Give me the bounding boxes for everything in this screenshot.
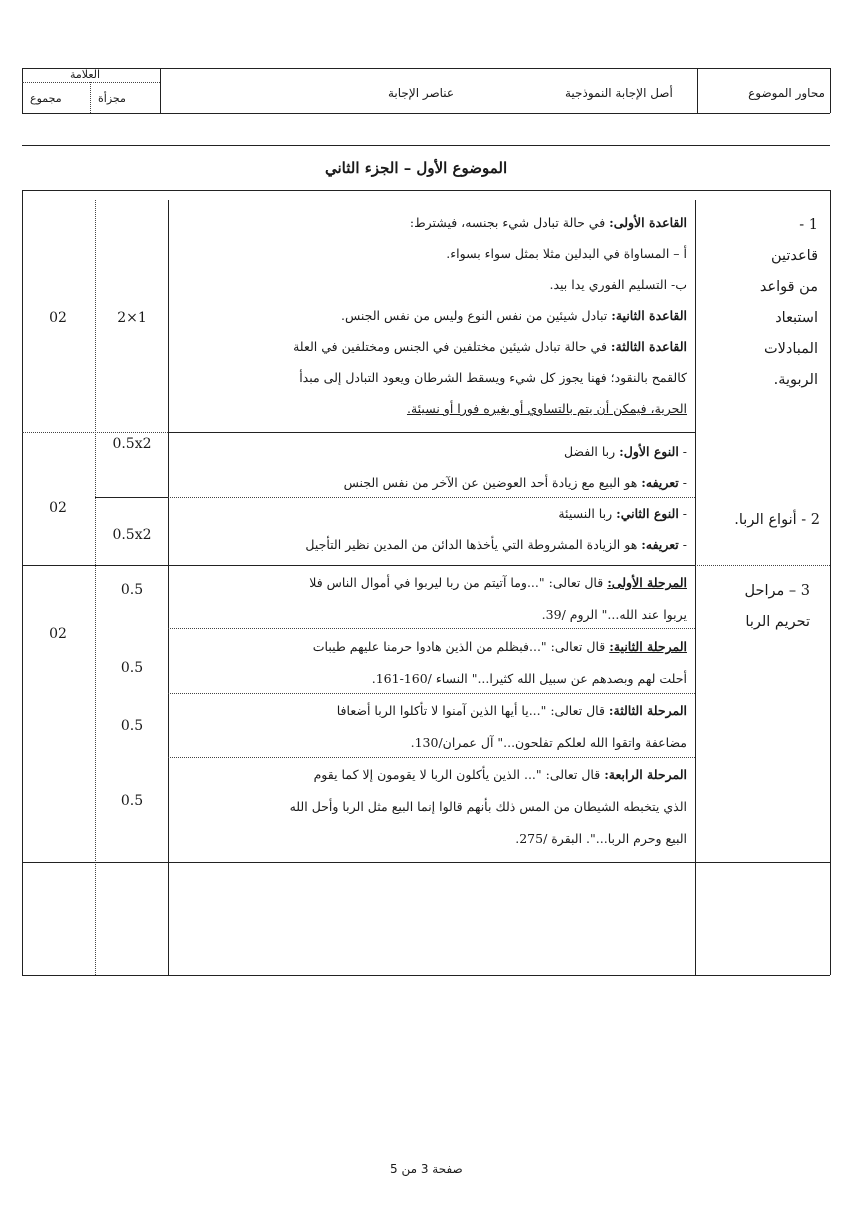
header-answer-elements: عناصر الإجابة xyxy=(388,86,455,100)
q2-line-4: - تعريفه: هو الزيادة المشروطة التي يأخذها الدائن من المدين نظير التأجيل xyxy=(305,537,687,552)
q2-partial-mark-a: 0.5x2 xyxy=(112,436,152,452)
q1-total-mark: 02 xyxy=(49,310,67,326)
header-model-answer: أصل الإجابة النموذجية xyxy=(565,86,673,100)
q2-total-mark: 02 xyxy=(49,500,67,516)
q3-line-3: المرحلة الثانية: قال تعالى: "...فبظلم من الذين هادوا حرمنا عليهم طيبات xyxy=(312,639,687,654)
q1-line-2: أ – المساواة في البدلين مثلا بمثل سواء بسواء. xyxy=(446,246,687,261)
q3-line-5: المرحلة الثالثة: قال تعالى: "...يا أيها الذين آمنوا لا تأكلوا الربا أضعافا xyxy=(336,703,687,718)
page-number: صفحة 3 من 5 xyxy=(390,1162,463,1176)
q1-line-1: القاعدة الأولى: في حالة تبادل شيء بجنسه، فيشترط: xyxy=(409,215,687,230)
q3-line-7: المرحلة الرابعة: قال تعالى: "... الذين يأكلون الربا لا يقومون إلا كما يقوم xyxy=(313,767,687,782)
q3-mark-2: 0.5 xyxy=(120,660,144,676)
q3-axis: 3 – مراحل تحريم الربا xyxy=(744,583,810,630)
section-title: الموضوع الأول – الجزء الثاني xyxy=(325,159,508,177)
q1-axis: 1 - قاعدتين من قواعد استبعاد المبادلات الربوية. xyxy=(759,217,818,388)
q2-line-3: - النوع الثاني: ربا النسيئة xyxy=(558,506,687,521)
header-total: مجموع xyxy=(30,92,62,105)
q2-axis: 2 - أنواع الربا. xyxy=(734,512,820,528)
q1-line-3: ب- التسليم الفوري يدا بيد. xyxy=(549,277,687,292)
q3-answer xyxy=(172,567,687,855)
header-partial: مجزأة xyxy=(98,92,126,105)
q3-mark-3: 0.5 xyxy=(120,718,144,734)
q3-line-1: المرحلة الأولى: قال تعالى: "...وما آتيتم من ربا ليربوا في أموال الناس فلا xyxy=(309,575,687,590)
q2-line-1: - النوع الأول: ربا الفضل xyxy=(563,444,687,459)
q1-line-5: القاعدة الثالثة: في حالة تبادل شيئين مختلفين في الجنس ومختلفين في العلة xyxy=(293,339,687,354)
q1-line-7: الحرية، فيمكن أن يتم بالتساوي أو بغيره فورا أو نسيئة. xyxy=(406,401,687,416)
q1-line-4: القاعدة الثانية: تبادل شيئين من نفس النوع وليس من نفس الجنس. xyxy=(341,308,687,323)
q1-line-6: كالقمح بالنقود؛ فهنا يجوز كل شيء ويسقط الشرطان ويعود التبادل إلى مبدأ xyxy=(299,370,687,385)
q3-line-6: مضاعفة واتقوا الله لعلكم تفلحون..." آل عمران/130. xyxy=(410,735,687,750)
q3-mark-4: 0.5 xyxy=(120,793,144,809)
q3-line-2: يربوا عند الله..." الروم /39. xyxy=(541,607,687,622)
q1-partial-mark: 2×1 xyxy=(117,310,147,326)
q3-line-4: أحلت لهم وبصدهم عن سبيل الله كثيرا..." النساء /160-161. xyxy=(371,671,687,686)
header-grade: العلامة xyxy=(70,68,101,81)
q3-total-mark: 02 xyxy=(49,626,67,642)
q3-line-9: البيع وحرم الربا...". البقرة /275. xyxy=(515,831,687,846)
q3-line-8: الذي يتخبطه الشيطان من المس ذلك بأنهم قالوا إنما البيع مثل الربا وأحل الله xyxy=(289,799,687,814)
header-axes: محاور الموضوع xyxy=(748,86,825,100)
q3-mark-1: 0.5 xyxy=(120,582,144,598)
q1-answer xyxy=(172,207,687,424)
q2-partial-mark-b: 0.5x2 xyxy=(112,527,152,543)
q2-answer xyxy=(172,436,687,560)
q2-line-2: - تعريفه: هو البيع مع زيادة أحد العوضين عن الآخر من نفس الجنس xyxy=(343,475,687,490)
